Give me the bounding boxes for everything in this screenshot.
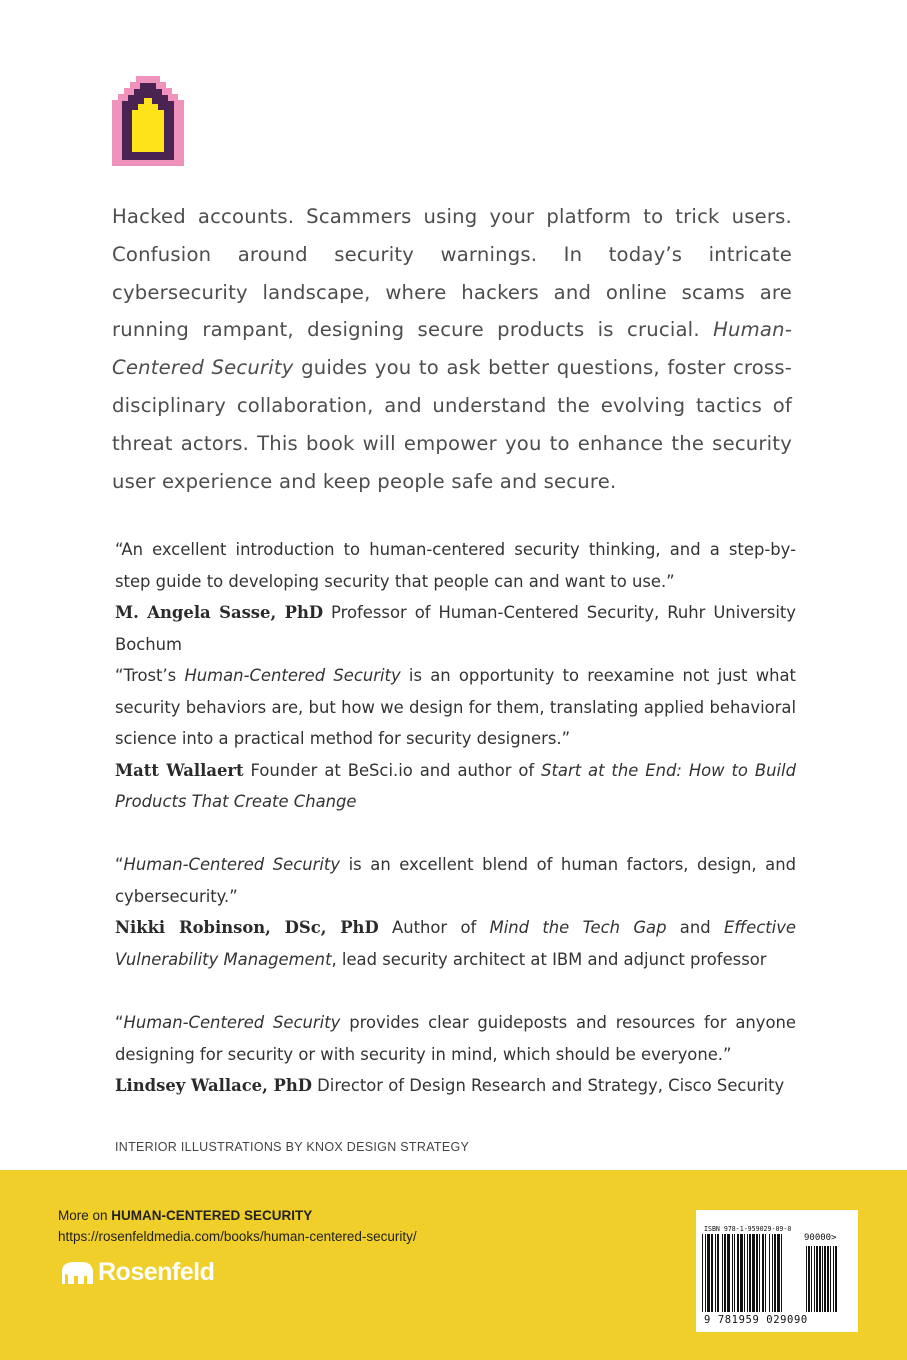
publisher-logo [58,1258,214,1287]
quote-attribution: Nikki Robinson, DSc, PhD Author of Mind the Tech Gap and Effective Vulnerability Management, lead security architect at IBM and adjunct professor [115,918,796,969]
book-logo-icon [112,76,184,166]
quote-author: M. Angela Sasse, PhD [115,603,324,622]
quote-author: Lindsey Wallace, PhD [115,1076,312,1095]
quote-author: Matt Wallaert [115,760,244,780]
endorsement-quote-2 [115,660,796,818]
illustration-credit: INTERIOR ILLUSTRATIONS BY KNOX DESIGN STRATEGY [115,1140,470,1154]
quote-text: “Human-Centered Security provides clear guideposts and resources for anyone designing for security or with security in mind, which should be everyone.” [115,1013,796,1064]
isbn-text: ISBN 978-1-959029-09-0 [704,1225,792,1233]
quote-text: “Human-Centered Security is an excellent blend of human factors, design, and cybersecurity.” [115,855,796,906]
barcode-bars-icon [702,1234,852,1314]
endorsement-quote-3 [115,849,796,975]
ean-number: 9 781959 029090 [704,1314,808,1326]
more-info-line: More on HUMAN-CENTERED SECURITY [58,1208,313,1223]
publisher-name: Rosenfeld [98,1258,215,1286]
quote-text: “Trost’s Human-Centered Security is an opportunity to reexamine not just what security behaviors are, but how we design for them, translating applied behavioral science into a practical method for security designers.” [115,666,796,748]
book-url-link[interactable]: https://rosenfeldmedia.com/books/human-centered-security/ [58,1229,417,1244]
endorsement-quote-1 [115,534,796,660]
quote-attribution: Matt Wallaert Founder at BeSci.io and author of Start at the End: How to Build Products That Create Change [115,760,796,811]
book-title-inline: Human-Centered Security [112,318,792,380]
endorsement-quote-4 [115,1007,796,1102]
barcode [696,1210,858,1332]
quote-attribution: Lindsey Wallace, PhD Director of Design Research and Strategy, Cisco Security [115,1076,785,1095]
quote-attribution: M. Angela Sasse, PhD Professor of Human-Centered Security, Ruhr University Bochum [115,603,796,654]
elephant-icon [58,1262,94,1284]
book-description: Hacked accounts. Scammers using your platform to trick users. Confusion around security warnings. In today’s intricate cybersecurity landscape, where hackers and online scams are running rampant, designing secure products is crucial. Human-Centered Security guides you to ask better questions, foster cross-disciplinary collaboration, and understand the evolving tactics of threat actors. This book will empower you to enhance the security user experience and keep people safe and secure. [112,205,793,493]
price-code: 90000> [804,1233,837,1243]
quote-author: Nikki Robinson, DSc, PhD [115,918,379,937]
quote-text: “An excellent introduction to human-centered security thinking, and a step-by-step guide to developing security that people can and want to use.” [115,540,796,591]
